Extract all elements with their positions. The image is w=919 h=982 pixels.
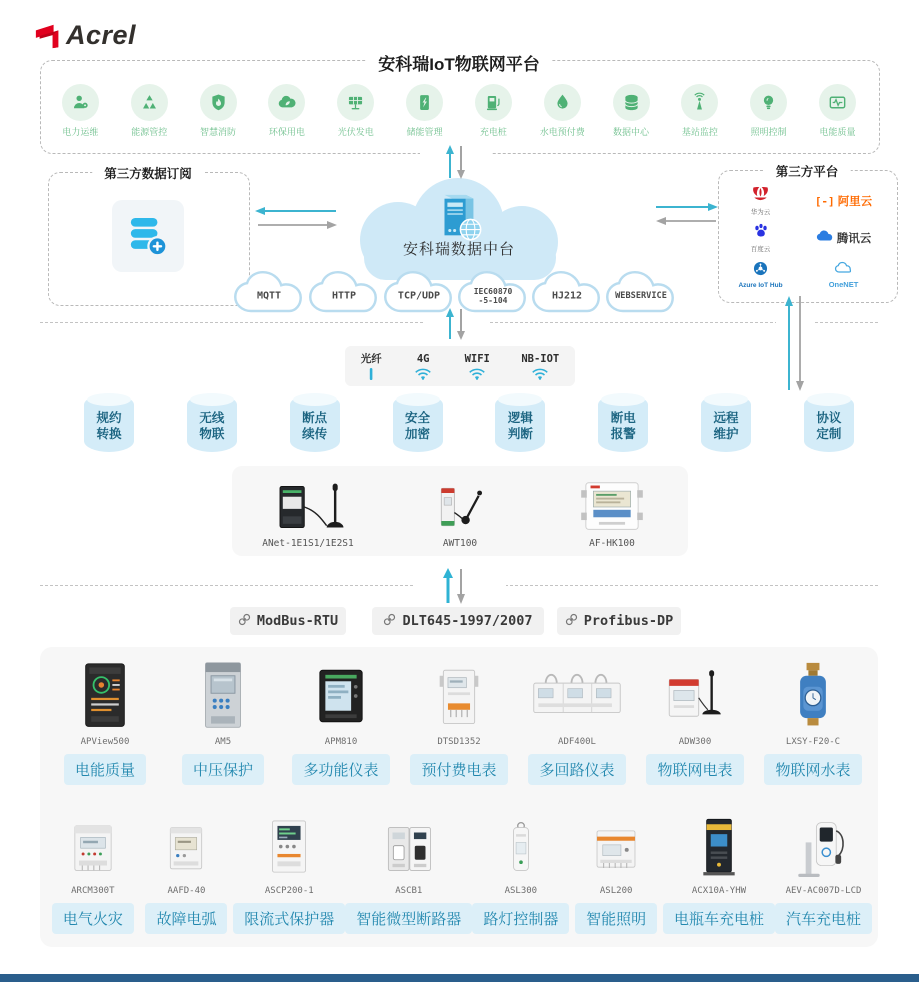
worker-icon <box>62 84 99 121</box>
antenna-icon <box>681 84 718 121</box>
capability-row <box>84 394 854 452</box>
acrel-logo-text: Acrel <box>66 20 137 50</box>
app-label: 基站监控 <box>681 127 718 137</box>
dtsd1352-image <box>413 655 505 733</box>
protocol-label: MQTT <box>256 290 282 302</box>
acrel-logo <box>34 20 136 51</box>
product-category-badge: 限流式保护器 <box>233 903 345 934</box>
product-model: LXSY-F20-C <box>785 737 841 747</box>
gateway-model: ANet-1E1S1/1E2S1 <box>262 538 354 549</box>
field-protocol-tag <box>230 607 346 635</box>
product-category-badge: 汽车充电桩 <box>775 903 872 934</box>
app-label: 充电桩 <box>479 127 507 137</box>
capability-label: 远程 维护 <box>713 411 739 442</box>
app-2 <box>118 84 180 138</box>
app-6 <box>394 84 456 138</box>
ascb1-image <box>363 812 455 882</box>
ascp200-image <box>243 812 335 882</box>
network-label: NB-IOT <box>521 352 560 365</box>
capability-label: 无线 物联 <box>199 411 225 442</box>
product-category-badge: 电能质量 <box>64 754 146 785</box>
acrel-logo-mark <box>34 22 62 50</box>
provider-logo <box>724 222 797 253</box>
capability-label: 规约 转换 <box>96 411 122 442</box>
provider-logo <box>724 261 797 289</box>
product-ACX10A-YHW <box>663 812 775 934</box>
app-5 <box>325 84 387 138</box>
capability-label: 断点 续传 <box>302 411 328 442</box>
waveform-icon <box>819 84 856 121</box>
adf400l-image <box>531 655 623 733</box>
network-bar <box>345 346 575 386</box>
app-1 <box>49 84 111 138</box>
capability-cylinder <box>393 394 443 452</box>
app-label: 电力运维 <box>62 127 99 137</box>
app-9 <box>600 84 662 138</box>
app-label: 数据中心 <box>613 127 650 137</box>
product-model: APView500 <box>80 737 130 747</box>
product-ARCM300T <box>46 812 140 934</box>
provider-name: 百度云 <box>750 246 771 254</box>
protocol-label: TCP/UDP <box>397 290 441 302</box>
charging-pile-icon <box>475 84 512 121</box>
protocol-cloud-2 <box>308 270 380 316</box>
provider-name: OneNET <box>828 280 859 290</box>
capability-cylinder <box>290 394 340 452</box>
product-AEV-AC007D-LCD <box>775 812 872 934</box>
provider-logo <box>797 261 890 289</box>
provider-logo <box>797 229 890 247</box>
product-model: AM5 <box>214 737 232 747</box>
product-model: ADW300 <box>678 737 712 747</box>
third-party-providers <box>724 182 890 294</box>
product-model: APM810 <box>324 737 358 747</box>
product-AAFD-40 <box>140 812 234 934</box>
asl300-image <box>475 812 567 882</box>
app-10 <box>669 84 731 138</box>
network-label: 光纤 <box>360 353 382 365</box>
capability-label: 断电 报警 <box>610 411 636 442</box>
product-category-badge: 故障电弧 <box>145 903 227 934</box>
provider-logo <box>724 186 797 216</box>
product-category-badge: 多功能仪表 <box>292 754 389 785</box>
azure-iot-logo <box>753 261 768 281</box>
recycle-icon <box>131 84 168 121</box>
product-model: AEV-AC007D-LCD <box>785 886 862 896</box>
aliyun-logo: [-] <box>814 194 835 208</box>
protocol-label: WEBSERVICE <box>615 290 667 301</box>
products-panel <box>40 647 878 947</box>
product-model: DTSD1352 <box>437 737 481 747</box>
app-7 <box>462 84 524 138</box>
capability-cylinder <box>598 394 648 452</box>
platform-apps-row <box>46 84 872 138</box>
platform-title: 安科瑞IoT物联网平台 <box>366 50 552 75</box>
vertical-exchange-arrows-right <box>781 294 809 394</box>
protocol-cloud-5 <box>531 270 603 316</box>
aafd40-image <box>140 812 232 882</box>
provider-name: Azure IoT Hub <box>738 282 783 290</box>
product-category-badge: 预付费电表 <box>410 754 507 785</box>
protocol-cloud-1 <box>233 270 305 316</box>
product-model: ASCP200-1 <box>264 886 314 896</box>
wifi-icon <box>465 366 490 380</box>
gateway-AF-HK100 <box>536 466 688 556</box>
database-icon <box>613 84 650 121</box>
product-ASCB1 <box>345 812 472 934</box>
products-row-2 <box>46 812 872 934</box>
network-label: 4G <box>416 352 430 365</box>
app-8 <box>531 84 593 138</box>
footer-bar <box>0 974 919 982</box>
acx10a-image <box>673 812 765 882</box>
bidirectional-arrow-middle <box>438 306 472 342</box>
app-label: 环保用电 <box>268 127 305 137</box>
product-model: ASL300 <box>504 886 538 896</box>
capability-label: 逻辑 判断 <box>507 411 533 442</box>
light-bulb-icon <box>750 84 787 121</box>
protocol-label: HTTP <box>331 290 357 302</box>
water-meter-image <box>767 655 859 733</box>
gateway-panel <box>232 466 688 556</box>
capability-label: 协议 定制 <box>816 411 842 442</box>
capability-cylinder <box>804 394 854 452</box>
product-ADW300 <box>636 655 754 785</box>
provider-name: 阿里云 <box>837 195 873 208</box>
app-label: 储能管理 <box>406 127 443 137</box>
product-LXSY-F20-C <box>754 655 872 785</box>
huawei-cloud-logo <box>751 186 770 206</box>
network-item <box>465 353 490 380</box>
apview500-image <box>59 655 151 733</box>
data-center-label: 安科瑞数据中台 <box>402 241 515 258</box>
apm810-image <box>295 655 387 733</box>
product-DTSD1352 <box>400 655 518 785</box>
am5-image <box>177 655 269 733</box>
app-11 <box>738 84 800 138</box>
subscription-box-title: 第三方数据订阅 <box>92 164 204 182</box>
exchange-arrows-left <box>252 202 340 234</box>
product-model: ADF400L <box>558 737 596 747</box>
gateway-ANet-1E1S1/1E2S1 <box>232 466 384 556</box>
network-item <box>413 353 433 380</box>
product-category-badge: 物联网水表 <box>764 754 861 785</box>
provider-name: 腾讯云 <box>836 232 872 245</box>
afhk100-gateway-image <box>562 479 662 535</box>
field-protocol-tag <box>557 607 681 635</box>
database-add-icon <box>112 200 184 272</box>
anet-gateway-image <box>258 479 358 535</box>
capability-cylinder <box>495 394 545 452</box>
app-4 <box>256 84 318 138</box>
product-model: ASCB1 <box>395 886 423 896</box>
product-model: ACX10A-YHW <box>691 886 747 896</box>
product-category-badge: 智能微型断路器 <box>345 903 472 934</box>
aev-charger-image <box>777 812 869 882</box>
link-icon <box>565 613 578 630</box>
gateway-model: AF-HK100 <box>589 538 635 549</box>
product-category-badge: 多回路仪表 <box>528 754 625 785</box>
gateway-AWT100 <box>384 466 536 556</box>
app-12 <box>807 84 869 138</box>
gateway-model: AWT100 <box>442 538 478 549</box>
adw300-image <box>649 655 741 733</box>
shield-flame-icon <box>200 84 237 121</box>
app-3 <box>187 84 249 138</box>
protocol-label: IEC60870 -5-104 <box>473 286 513 305</box>
product-category-badge: 物联网电表 <box>646 754 743 785</box>
capability-cylinder <box>701 394 751 452</box>
water-drop-icon <box>544 84 581 121</box>
solar-panel-icon <box>337 84 374 121</box>
protocol-cloud-6 <box>605 270 677 316</box>
protocol-label: HJ212 <box>551 290 583 302</box>
product-category-badge: 中压保护 <box>182 754 264 785</box>
field-protocol-label: DLT645-1997/2007 <box>402 613 533 629</box>
cloud-leaf-icon <box>268 84 305 121</box>
fiber-line-icon <box>361 367 382 381</box>
wifi-icon <box>521 366 559 380</box>
product-APView500 <box>46 655 164 785</box>
products-row-1 <box>46 655 872 785</box>
wifi-icon <box>413 366 433 380</box>
app-label: 水电预付费 <box>539 127 585 137</box>
battery-cabinet-icon <box>406 84 443 121</box>
product-APM810 <box>282 655 400 785</box>
asl200-image <box>570 812 662 882</box>
app-label: 照明控制 <box>750 127 787 137</box>
third-party-box-title: 第三方平台 <box>764 162 851 180</box>
capability-label: 安全 加密 <box>405 411 431 442</box>
network-item <box>361 351 382 381</box>
baidu-cloud-logo <box>753 222 769 243</box>
product-model: ARCM300T <box>71 886 115 896</box>
product-model: AAFD-40 <box>167 886 206 896</box>
product-model: ASL200 <box>599 886 633 896</box>
product-AM5 <box>164 655 282 785</box>
provider-logo <box>797 192 890 210</box>
bidirectional-arrow-bottom <box>433 566 475 606</box>
network-item <box>521 353 559 380</box>
arcm300t-image <box>47 812 139 882</box>
app-label: 能源管控 <box>131 127 168 137</box>
app-label: 光伏发电 <box>337 127 374 137</box>
capability-cylinder <box>84 394 134 452</box>
app-label: 智慧消防 <box>200 127 237 137</box>
awt100-gateway-image <box>410 479 510 535</box>
link-icon <box>383 613 396 630</box>
product-ADF400L <box>518 655 636 785</box>
onenet-logo <box>834 261 854 279</box>
product-category-badge: 电瓶车充电桩 <box>663 903 775 934</box>
network-label: WIFI <box>464 352 490 365</box>
capability-cylinder <box>187 394 237 452</box>
link-icon <box>238 613 251 630</box>
field-protocol-tag <box>372 607 544 635</box>
bidirectional-arrow-top <box>438 143 472 181</box>
field-protocol-label: Profibus-DP <box>583 613 674 629</box>
product-ASL200 <box>569 812 663 934</box>
product-category-badge: 路灯控制器 <box>472 903 569 934</box>
field-protocol-label: ModBus-RTU <box>256 613 339 629</box>
app-label: 电能质量 <box>819 127 856 137</box>
provider-name: 华为云 <box>750 208 771 216</box>
product-category-badge: 电气火灾 <box>52 903 134 934</box>
exchange-arrows-right <box>652 198 722 230</box>
product-ASL300 <box>472 812 569 934</box>
product-ASCP200-1 <box>233 812 345 934</box>
tencent-cloud-logo <box>816 229 834 247</box>
product-category-badge: 智能照明 <box>575 903 657 934</box>
server-globe-icon <box>431 190 485 244</box>
